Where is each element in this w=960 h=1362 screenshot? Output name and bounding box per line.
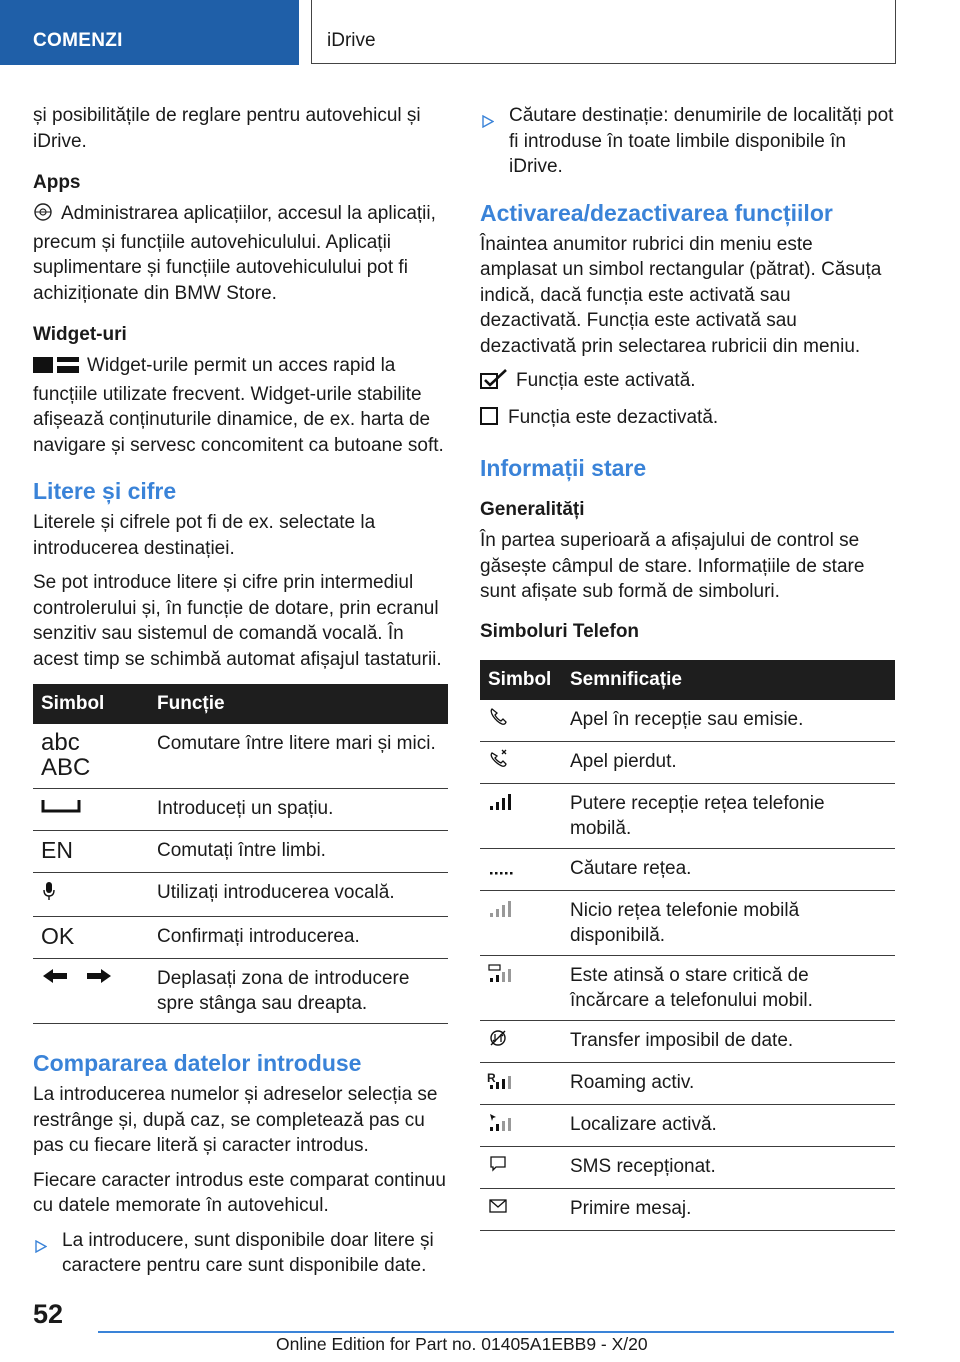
letters-heading: Litere și cifre <box>33 478 177 504</box>
chapter-title: iDrive <box>327 30 376 51</box>
compare-paragraph-2: Fiecare caracter introdus este comparat continuu cu datele memorate în autovehicul. <box>33 1169 446 1216</box>
intro-text: și posibilitățile de reglare pentru autovehicul și iDrive. <box>33 105 421 152</box>
microphone-icon <box>33 873 149 917</box>
destination-bullet: Căutare destinație: denumirile de localități pot fi introduse în toate limbile disponibile în iDrive. <box>480 103 895 180</box>
sms-icon <box>480 1146 562 1188</box>
table-row: Primire mesaj. <box>480 1188 895 1230</box>
table-row: SMS recepționat. <box>480 1146 895 1188</box>
low-battery-signal-icon <box>480 955 562 1020</box>
general-paragraph: În partea superioară a afișajului de control se găsește câmpul de stare. Informațiile de stare sunt afișate sub formă de simboluri. <box>480 530 865 602</box>
general-heading: Generalități <box>480 499 585 520</box>
table-row: Este atinsă o stare critică de încărcare a telefonului mobil. <box>480 955 895 1020</box>
location-signal-icon <box>480 1104 562 1146</box>
table-row: OK Confirmați introducerea. <box>33 917 448 959</box>
no-network-icon <box>480 890 562 955</box>
table-row: R Roaming activ. <box>480 1062 895 1104</box>
table-row: Deplasați zona de introducere spre stânga sau dreapta. <box>33 959 448 1024</box>
table-row: Introduceți un spațiu. <box>33 789 448 831</box>
inactive-checkbox-row: Funcția este dezactivată. <box>480 405 895 433</box>
case-switch-symbol: abc ABC <box>33 724 149 789</box>
section-title: COMENZI <box>33 30 123 51</box>
apps-heading: Apps <box>33 172 81 193</box>
signal-strength-icon <box>480 783 562 848</box>
space-icon <box>33 789 149 831</box>
phone-handset-icon <box>480 700 562 742</box>
table-row: Căutare rețea. <box>480 848 895 890</box>
compare-paragraph-1: La introducerea numelor și adreselor selecția se restrânge și, după caz, se completează pas cu pas cu fiecare literă și caracter introdus. <box>33 1084 438 1156</box>
edition-text: Online Edition for Part no. 01405A1EBB9 - X/20 <box>276 1334 648 1354</box>
bullet-triangle-icon <box>482 110 494 136</box>
language-symbol: EN <box>33 831 149 873</box>
table-row: Putere recepție rețea telefonie mobilă. <box>480 783 895 848</box>
network-search-icon <box>480 848 562 890</box>
table-row: Localizare activă. <box>480 1104 895 1146</box>
page-number: 52 <box>33 1299 64 1329</box>
activate-heading: Activarea/dezactivarea funcțiilor <box>480 199 833 226</box>
status-info-heading: Informații stare <box>480 455 647 481</box>
table-row: Apel pierdut. <box>480 741 895 783</box>
apps-icon <box>33 202 53 230</box>
phone-symbols-heading: Simboluri Telefon <box>480 620 640 642</box>
activate-paragraph: Înaintea anumitor rubrici din meniu este amplasat un simbol rectangular (pătrat). Căsuța indică, dacă funcția este activată sau dezactivată. Funcția este activată sau dezactivată prin selectarea rubricii din meniu. <box>480 233 882 357</box>
table-row: Apel în recepție sau emisie. <box>480 700 895 742</box>
unchecked-box-icon <box>480 406 500 433</box>
ok-symbol: OK <box>33 917 149 959</box>
table-header-symbol: Simbol <box>33 684 149 724</box>
letters-paragraph-1: Literele și cifrele pot fi de ex. selectate la introducerea destinației. <box>33 512 376 559</box>
missed-call-icon <box>480 741 562 783</box>
widget-paragraph: Widget-urile permit un acces rapid la funcțiile utilizate frecvent. Widget-urile stabilite afișează conținuturile dinamice, de ex. harta de navigare și servesc concomitent ca butoane soft. <box>33 355 444 456</box>
section-tab <box>0 0 299 65</box>
bullet-triangle-icon <box>35 1235 47 1261</box>
mail-icon <box>480 1188 562 1230</box>
chapter-tab <box>311 0 896 64</box>
compare-heading: Compararea datelor introduse <box>33 1050 362 1076</box>
table-row: Nicio rețea telefonie mobilă disponibilă. <box>480 890 895 955</box>
widget-icon <box>33 356 79 382</box>
table-row: Utilizați introducerea vocală. <box>33 873 448 917</box>
compare-bullet: La introducere, sunt disponibile doar litere și caractere pentru care sunt disponibile date. <box>33 1228 448 1279</box>
letters-paragraph-2: Se pot introduce litere și cifre prin intermediul controlerului și, în funcție de dotare, prin ecranul senzitiv sau sistemul de comandă vocală. În acest timp se schimbă automat afișajul tastaturii. <box>33 572 442 670</box>
left-column <box>33 103 448 1288</box>
table-row: abc ABC Comutare între litere mari și mici. <box>33 724 448 789</box>
move-arrows-icon <box>33 959 149 1024</box>
keyboard-symbols-table <box>33 684 448 1024</box>
active-checkbox-row: Funcția este activată. <box>480 368 895 396</box>
apps-paragraph: Administrarea aplicațiilor, accesul la aplicații, precum și funcțiile autovehiculului. Aplicații suplimentare și funcțiile autovehiculului pot fi achiziționate din BMW Store. <box>33 203 436 304</box>
phone-symbols-table <box>480 660 895 1231</box>
table-header-symbol: Simbol <box>480 660 562 700</box>
checked-box-icon <box>480 369 508 396</box>
table-row: EN Comutați între limbi. <box>33 831 448 873</box>
table-header-meaning: Semnificație <box>562 660 895 700</box>
right-column <box>480 103 895 1231</box>
no-data-transfer-icon <box>480 1020 562 1062</box>
table-row: Transfer imposibil de date. <box>480 1020 895 1062</box>
footer-divider <box>98 1331 894 1333</box>
widget-heading: Widget-uri <box>33 324 127 345</box>
table-header-function: Funcție <box>149 684 448 724</box>
roaming-icon: R <box>480 1062 562 1104</box>
